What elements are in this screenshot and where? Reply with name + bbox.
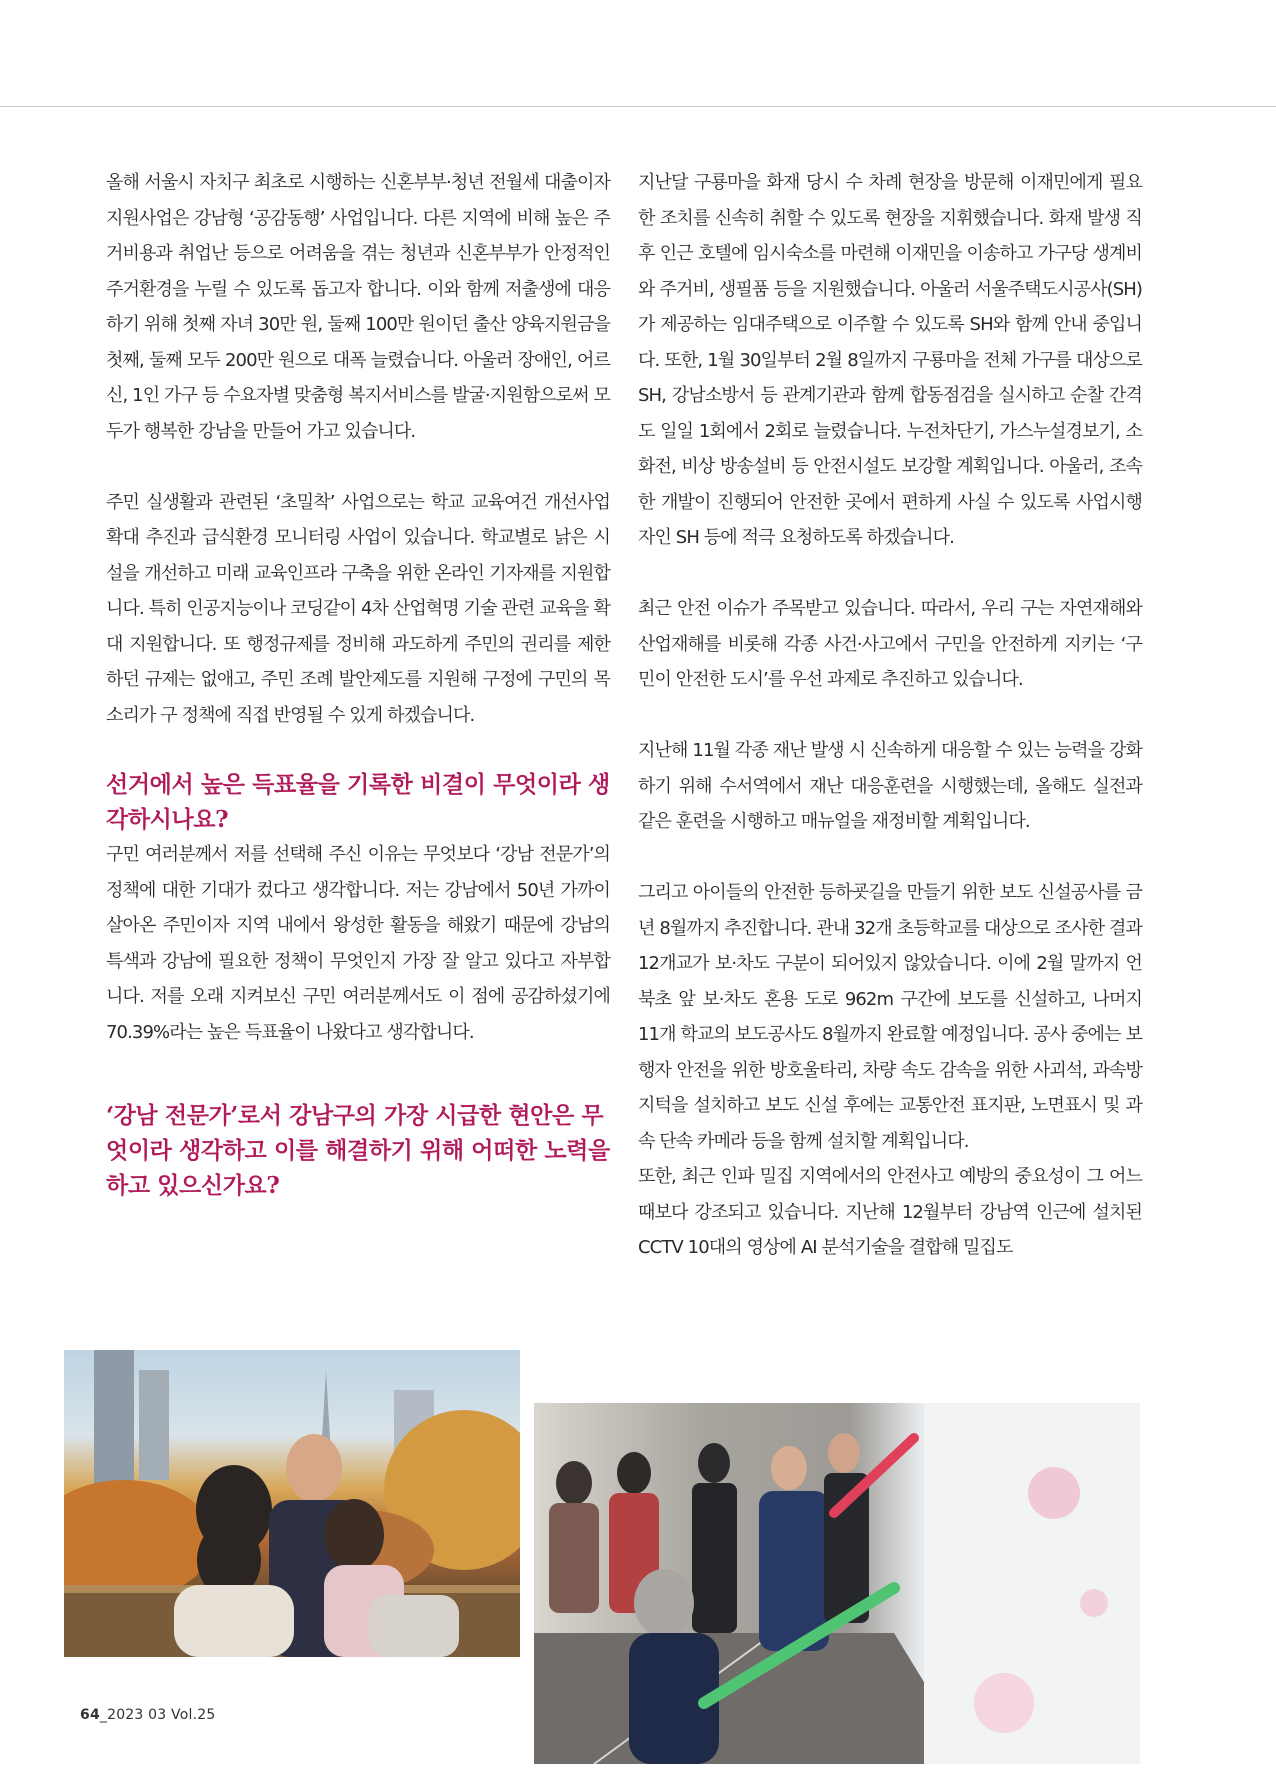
header-rule — [0, 106, 1276, 107]
body-paragraph: 그리고 아이들의 안전한 등하굣길을 만들기 위한 보도 신설공사를 금년 8월까지 추진합니다. 관내 32개 초등학교를 대상으로 조사한 결과 12개교가 보·차도 구분이 되어있지 않았습니다. 이에 2월 말까지 언북초 앞 보·차도 혼용 도로 962m 구간에 보도를 신설하고, 나머지 11개 학교의 보도공사도 8월까지 완료할 예정입니다. 공사 중에는 보행자 안전을 위한 방호울타리, 차량 속도 감속을 위한 사괴석, 과속방지턱을 설치하고 보도 신설 후에는 교통안전 표지판, 노면표시 및 과속 단속 카메라 등을 함께 설치할 계획입니다. — [638, 882, 1142, 1152]
interview-question: ‘강남 전문가’로서 강남구의 가장 시급한 현안은 무엇이라 생각하고 이를 해결하기 위해 어떠한 노력을 하고 있으신가요? — [106, 1102, 610, 1199]
body-paragraph: 지난해 11월 각종 재난 발생 시 신속하게 대응할 수 있는 능력을 강화하기 위해 수서역에서 재난 대응훈련을 시행했는데, 올해도 실전과 같은 훈련을 시행하고 매뉴얼을 재정비할 계획입니다. — [638, 740, 1142, 832]
body-paragraph: 올해 서울시 자치구 최초로 시행하는 신혼부부·청년 전월세 대출이자 지원사업은 강남형 ‘공감동행’ 사업입니다. 다른 지역에 비해 높은 주거비용과 취업난 등으로 어려움을 겪는 청년과 신혼부부가 안정적인 주거환경을 누릴 수 있도록 돕고자 합니다. 이와 함께 저출생에 대응하기 위해 첫째 자녀 30만 원, 둘째 100만 원이던 출산 양육지원금을 첫째, 둘째 모두 200만 원으로 대폭 늘렸습니다. 아울러 장애인, 어르신, 1인 가구 등 수요자별 맞춤형 복지서비스를 발굴·지원함으로써 모두가 행복한 강남을 만들어 가고 있습니다. — [106, 172, 610, 442]
photo-autumn-selfie — [64, 1350, 520, 1657]
body-paragraph: 최근 안전 이슈가 주목받고 있습니다. 따라서, 우리 구는 자연재해와 산업재해를 비롯해 각종 사건·사고에서 구민을 안전하게 지키는 ‘구민이 안전한 도시’를 우선 과제로 추진하고 있습니다. — [638, 598, 1142, 690]
photo-exhibit-visit — [534, 1403, 1140, 1764]
body-paragraph: 또한, 최근 인파 밀집 지역에서의 안전사고 예방의 중요성이 그 어느 때보다 강조되고 있습니다. 지난해 12월부터 강남역 인근에 설치된 CCTV 10대의 영상에 AI 분석기술을 결합해 밀집도 — [638, 1166, 1142, 1258]
body-paragraph: 구민 여러분께서 저를 선택해 주신 이유는 무엇보다 ‘강남 전문가’의 정책에 대한 기대가 컸다고 생각합니다. 저는 강남에서 50년 가까이 살아온 주민이자 지역 내에서 왕성한 활동을 해왔기 때문에 강남의 특색과 강남에 필요한 정책이 무엇인지 가장 잘 알고 있다고 자부합니다. 저를 오래 지켜보신 구민 여러분께서도 이 점에 공감하셨기에 70.39%라는 높은 득표율이 나왔다고 생각합니다. — [106, 844, 610, 1043]
right-column — [638, 165, 1142, 1266]
interview-question: 선거에서 높은 득표율을 기록한 비결이 무엇이라 생각하시나요? — [106, 771, 610, 833]
body-paragraph: 지난달 구룡마을 화재 당시 수 차례 현장을 방문해 이재민에게 필요한 조치를 신속히 취할 수 있도록 현장을 지휘했습니다. 화재 발생 직후 인근 호텔에 임시숙소를 마련해 이재민을 이송하고 가구당 생계비와 주거비, 생필품 등을 지원했습니다. 아울러 서울주택도시공사(SH)가 제공하는 임대주택으로 이주할 수 있도록 SH와 함께 안내 중입니다. 또한, 1월 30일부터 2월 8일까지 구룡마을 전체 가구를 대상으로 SH, 강남소방서 등 관계기관과 함께 합동점검을 실시하고 순찰 간격도 일일 1회에서 2회로 늘렸습니다. 누전차단기, 가스누설경보기, 소화전, 비상 방송설비 등 안전시설도 보강할 계획입니다. 아울러, 조속한 개발이 진행되어 안전한 곳에서 편하게 사실 수 있도록 사업시행자인 SH 등에 적극 요청하도록 하겠습니다. — [638, 172, 1142, 548]
issue-info: _2023 03 Vol.25 — [99, 1707, 216, 1723]
left-column — [106, 165, 610, 1203]
page-footer — [80, 1707, 215, 1723]
page-number: 64 — [80, 1707, 100, 1723]
body-paragraph: 주민 실생활과 관련된 ‘초밀착’ 사업으로는 학교 교육여건 개선사업 확대 추진과 급식환경 모니터링 사업이 있습니다. 학교별로 낡은 시설을 개선하고 미래 교육인프라 구축을 위한 온라인 기자재를 지원합니다. 특히 인공지능이나 코딩같이 4차 산업혁명 기술 관련 교육을 확대 지원합니다. 또 행정규제를 정비해 과도하게 주민의 권리를 제한하던 규제는 없애고, 주민 조례 발안제도를 지원해 구정에 구민의 목소리가 구 정책에 직접 반영될 수 있게 하겠습니다. — [106, 491, 610, 726]
